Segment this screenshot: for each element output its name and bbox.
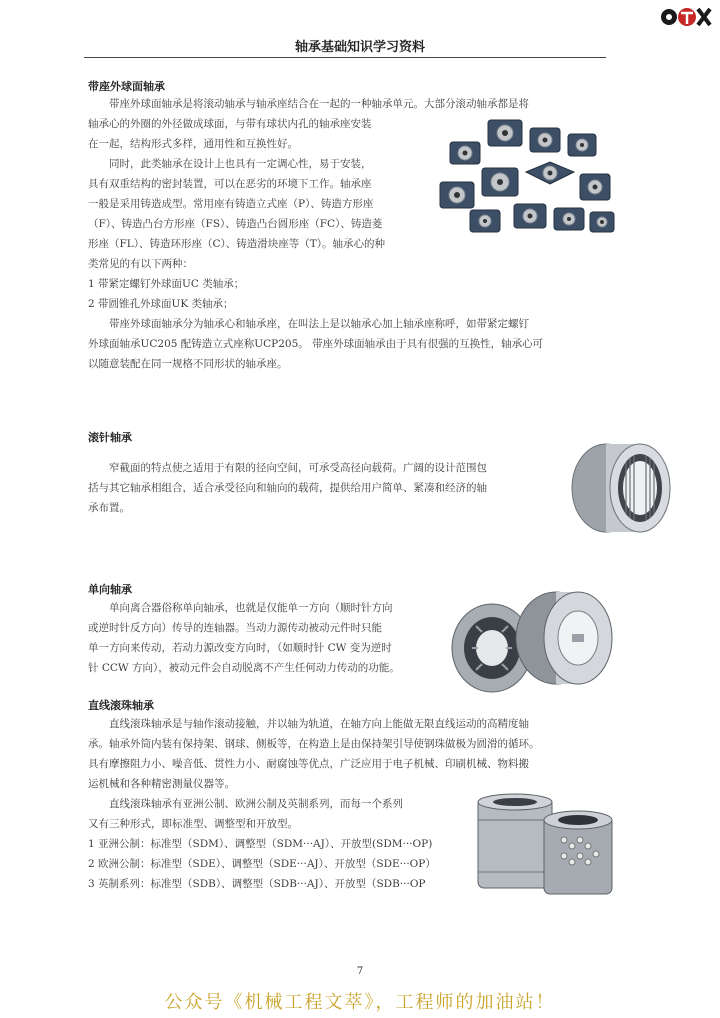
linear-series-list	[88, 834, 436, 894]
text-line: 单向离合器俗称单向轴承，也就是仅能单一方向（顺时针方向	[109, 602, 393, 614]
text-line: 窄截面的特点使之适用于有限的径向空间，可承受高径向载荷。广阔的设计范围包	[109, 462, 487, 474]
text-line: 带座外球面轴承分为轴承心和轴承座，在叫法上是以轴承心加上轴承座称呼，如带紧定螺钉	[109, 318, 529, 330]
section-heading-needle: 滚针轴承	[88, 431, 132, 444]
section-heading-linear: 直线滚珠轴承	[88, 699, 154, 712]
header-divider	[84, 57, 606, 58]
section-heading-one-way: 单向轴承	[88, 583, 132, 596]
text-line: 承布置。	[88, 502, 130, 514]
text-line: 括与其它轴承相组合，适合承受径向和轴向的载荷，提供给用户简单、紧凑和经济的轴	[88, 482, 487, 494]
text-line: 轴承心的外圈的外径做成球面，与带有球状内孔的轴承座安装	[88, 118, 372, 130]
needle-bearing-image	[566, 440, 674, 536]
pillow-block-paragraph-2	[88, 314, 618, 374]
list-item: 1 带紧定螺钉外球面UC 类轴承；	[88, 278, 245, 290]
text-line: 承。轴承外筒内装有保持架、钢球、侧板等，在构造上是由保持架引导使钢珠做极为圆滑的循环。	[88, 738, 540, 750]
text-line: 针 CCW 方向），被动元件会自动脱离不产生任何动力传动的功能。	[88, 662, 400, 674]
text-line: 具有双重结构的密封装置，可以在恶劣的环境下工作。轴承座	[88, 178, 372, 190]
text-line: 直线滚珠轴承是与轴作滚动接触，并以轴为轨道，在轴方向上能做无限直线运动的高精度轴	[109, 718, 529, 730]
document-header-title: 轴承基础知识学习资料	[294, 40, 425, 55]
one-way-paragraph	[88, 598, 448, 678]
text-line: 单一方向来传动，若动力源改变方向时，（如顺时针 CW 变为逆时	[88, 642, 392, 654]
text-line: 以随意装配在同一规格不同形状的轴承座。	[88, 358, 288, 370]
pillow-block-type-list	[88, 274, 244, 314]
text-line: 具有摩擦阻力小、噪音低、贯性力小、耐腐蚀等优点，广泛应用于电子机械、印刷机械、物料搬	[88, 758, 529, 770]
linear-paragraph-1	[88, 714, 618, 794]
text-line: 又有三种形式，即标准型、调整型和开放型。	[88, 818, 298, 830]
linear-paragraph-2	[88, 794, 468, 834]
brand-logo	[660, 4, 714, 30]
pillow-block-bearings-image	[430, 112, 620, 240]
text-line: 形座（FL）、铸造环形座（C）、铸造滑块座等（T）。轴承心的种	[88, 238, 386, 250]
text-line: 或逆时针反方向）传导的连轴器。当动力源传动被动元件时只能	[88, 622, 382, 634]
list-item: 3 英制系列：标准型（SDB）、调整型（SDB···AJ）、开放型（SDB···OP	[88, 878, 426, 890]
list-item: 1 亚洲公制：标准型（SDM）、调整型（SDM···AJ）、开放型(SDM···OP)	[88, 838, 433, 850]
text-line: 一般是采用铸造成型。常用座有铸造立式座（P）、铸造方形座	[88, 198, 374, 210]
text-line: 同时，此类轴承在设计上也具有一定调心性，易于安装，	[109, 158, 372, 170]
text-line: 运机械和各种精密测量仪器等。	[88, 778, 235, 790]
text-line: 直线滚珠轴承有亚洲公制、欧洲公制及英制系列，而每一个系列	[109, 798, 403, 810]
list-item: 2 欧洲公制：标准型（SDE）、调整型（SDE···AJ）、开放型（SDE···OP）	[88, 858, 436, 870]
text-line: 在一起，结构形式多样，通用性和互换性好。	[88, 138, 298, 150]
section-heading-pillow-block: 带座外球面轴承	[88, 80, 165, 93]
list-item: 2 带圆锥孔外球面UK 类轴承；	[88, 298, 234, 310]
text-line: （F）、铸造凸台方形座（FS）、铸造凸台圆形座（FC）、铸造菱	[88, 218, 383, 230]
footer-slogan: 公众号《机械工程文萃》，工程师的加油站！	[164, 992, 556, 1013]
text-line: 外球面轴承UC205 配铸造立式座称UCP205。 带座外球面轴承由于具有很强的互换性，轴承心可	[88, 338, 544, 350]
linear-bearing-image	[474, 790, 642, 898]
one-way-bearing-image	[446, 586, 616, 696]
text-line: 类常见的有以下两种：	[88, 258, 193, 270]
needle-paragraph	[88, 458, 566, 518]
text-line: 带座外球面轴承是将滚动轴承与轴承座结合在一起的一种轴承单元。大部分滚动轴承都是将	[109, 98, 529, 110]
page-number: 7	[356, 966, 364, 977]
